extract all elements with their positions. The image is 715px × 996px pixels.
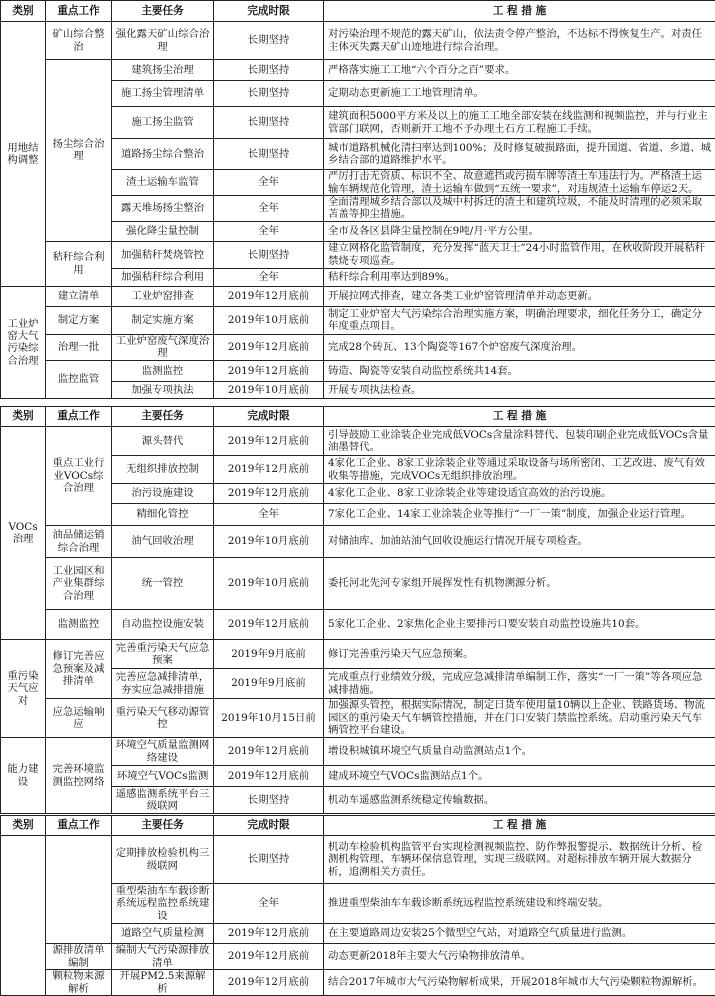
deadline-cell: 全年 bbox=[214, 196, 324, 222]
measure-cell: 建筑面积5000平方米及以上的施工工地全部安装在线监测和视频监控，并与行业主管部门联网，否则新开工地不予办理土石方工程施工手续。 bbox=[324, 107, 715, 139]
header-category: 类别 bbox=[1, 407, 46, 427]
key-work-cell: 修订完善应急预案及减排清单 bbox=[46, 640, 112, 699]
measure-cell: 开展专项执法检查。 bbox=[324, 381, 715, 398]
table-row bbox=[1, 970, 715, 996]
header-category: 类别 bbox=[1, 816, 46, 836]
measures-table-2 bbox=[0, 406, 715, 814]
header-deadline: 完成时限 bbox=[214, 407, 324, 427]
key-work-cell: 颗粒物来源解析 bbox=[46, 970, 112, 996]
table-header bbox=[1, 407, 715, 427]
measure-cell: 7家化工企业、14家工业涂装企业等推行“一厂一策”制度，加强企业运行管理。 bbox=[324, 504, 715, 526]
task-cell: 道路扬尘综合整治 bbox=[112, 139, 214, 170]
deadline-cell: 2019年12月底前 bbox=[214, 924, 324, 944]
table-row bbox=[1, 241, 715, 268]
task-cell: 施工扬尘管理清单 bbox=[112, 81, 214, 107]
deadline-cell: 长期坚持 bbox=[214, 60, 324, 81]
category-cell: 重污染天气应对 bbox=[1, 640, 46, 738]
deadline-cell: 长期坚持 bbox=[214, 241, 324, 268]
deadline-cell: 2019年10月底前 bbox=[214, 526, 324, 558]
task-cell: 完善应急减排清单，夯实应急减排措施 bbox=[112, 669, 214, 699]
task-cell: 渣土运输车监管 bbox=[112, 170, 214, 196]
category-cell: 能力建设 bbox=[1, 738, 46, 814]
deadline-cell: 2019年9月底前 bbox=[214, 669, 324, 699]
task-cell: 编制大气污染源排放清单 bbox=[112, 944, 214, 970]
header-key-work: 重点工作 bbox=[46, 1, 112, 22]
table-row bbox=[1, 836, 715, 884]
table-row bbox=[1, 699, 715, 738]
header-category: 类别 bbox=[1, 1, 46, 22]
measure-cell: 城市道路机械化清扫率达到100%；及时修复破损路面，提升国道、省道、乡道、城乡结合部的道路维护水平。 bbox=[324, 139, 715, 170]
deadline-cell: 2019年12月底前 bbox=[214, 334, 324, 360]
key-work-cell: 矿山综合整治 bbox=[46, 22, 112, 60]
deadline-cell: 全年 bbox=[214, 221, 324, 241]
task-cell: 工业炉窑排查 bbox=[112, 286, 214, 306]
table-row bbox=[1, 944, 715, 970]
measure-cell: 建立网格化监管制度，充分发挥“蓝天卫士”24小时监管作用，在秋收阶段开展秸秆禁烧专项巡查。 bbox=[324, 241, 715, 268]
deadline-cell: 长期坚持 bbox=[214, 107, 324, 139]
measure-cell: 增设积城镇环境空气质量自动监测站点1个。 bbox=[324, 738, 715, 766]
measure-cell: 修订完善重污染天气应急预案。 bbox=[324, 640, 715, 669]
deadline-cell: 2019年12月底前 bbox=[214, 484, 324, 504]
task-cell: 加强秸秆焚烧管控 bbox=[112, 241, 214, 268]
task-cell: 源头替代 bbox=[112, 427, 214, 456]
deadline-cell: 2019年12月底前 bbox=[214, 970, 324, 996]
task-cell: 环境空气VOCs监测 bbox=[112, 766, 214, 787]
measure-cell: 严厉打击无资质、标识不全、故意遮挡或污损车牌等渣土车违法行为。严格渣土运输车辆规范化管理，渣土运输车做到“五统一要求”，对违规渣土运输车停运2天。 bbox=[324, 170, 715, 196]
key-work-cell: 制定方案 bbox=[46, 306, 112, 334]
header-deadline: 完成时限 bbox=[214, 816, 324, 836]
measure-cell: 引导鼓励工业涂装企业完成低VOCs含量涂料替代、包装印刷企业完成低VOCs含量油墨替代。 bbox=[324, 427, 715, 456]
measure-cell: 全面清理城乡结合部以及城中村拆迁的渣土和建筑垃圾，不能及时清理的必须采取苫盖等抑尘措施。 bbox=[324, 196, 715, 222]
task-cell: 建筑扬尘治理 bbox=[112, 60, 214, 81]
measure-cell: 铸造、陶瓷等安装自动监控系统共14套。 bbox=[324, 360, 715, 381]
task-cell: 精细化管控 bbox=[112, 504, 214, 526]
measure-cell: 全市及各区县降尘量控制在9吨/月·平方公里。 bbox=[324, 221, 715, 241]
task-cell: 加强秸秆综合利用 bbox=[112, 268, 214, 286]
header-key-work: 重点工作 bbox=[46, 407, 112, 427]
measure-cell: 制定工业炉窑大气污染综合治理实施方案，明确治理要求，细化任务分工，确定分年度重点项目。 bbox=[324, 306, 715, 334]
category-cell: 工业炉窑大气污染综合治理 bbox=[1, 286, 46, 398]
category-cell bbox=[1, 836, 46, 996]
measure-cell: 完成重点行业绩效分级，完成应急减排清单编制工作，落实“一厂一策”等各项应急减排措施。 bbox=[324, 669, 715, 699]
measures-table-3 bbox=[0, 815, 715, 996]
category-cell: VOCs治理 bbox=[1, 427, 46, 640]
measure-cell: 在主要道路周边安装25个微型空气站，对道路空气质量进行监测。 bbox=[324, 924, 715, 944]
measure-cell: 5家化工企业、2家焦化企业主要排污口要安装自动监控设施共10套。 bbox=[324, 610, 715, 640]
deadline-cell: 全年 bbox=[214, 504, 324, 526]
key-work-cell bbox=[46, 836, 112, 944]
deadline-cell: 全年 bbox=[214, 268, 324, 286]
measure-cell: 建成环境空气VOCs监测站点1个。 bbox=[324, 766, 715, 787]
deadline-cell: 2019年12月底前 bbox=[214, 738, 324, 766]
deadline-cell: 长期坚持 bbox=[214, 22, 324, 60]
header-measures: 工 程 措 施 bbox=[324, 407, 715, 427]
measure-cell: 机动车检验机构监管平台实现检测视频监控、防作弊报警提示、数据统计分析、检测机构管理、车辆环保信息管理，实现三级联网。对超标排放车辆开展大数据分析，追溯相关方责任。 bbox=[324, 836, 715, 884]
key-work-cell: 重点工业行业VOCs综合治理 bbox=[46, 427, 112, 526]
key-work-cell: 治理一批 bbox=[46, 334, 112, 360]
table-row bbox=[1, 306, 715, 334]
deadline-cell: 2019年10月15日前 bbox=[214, 699, 324, 738]
task-cell: 强化露天矿山综合治理 bbox=[112, 22, 214, 60]
measures-table-1 bbox=[0, 0, 715, 399]
measure-cell: 委托河北先河专家组开展挥发性有机物溯源分析。 bbox=[324, 558, 715, 610]
task-cell: 工业炉窑废气深度治理 bbox=[112, 334, 214, 360]
table-row bbox=[1, 22, 715, 60]
measure-cell: 动态更新2018年主要大气污染物排放清单。 bbox=[324, 944, 715, 970]
table-row bbox=[1, 360, 715, 381]
deadline-cell: 2019年12月底前 bbox=[214, 610, 324, 640]
measure-cell: 加强源头管控，根据实际情况，制定日货车使用量10辆以上企业、铁路货场、物流园区的重污染天气车辆管控措施，并在门口安装门禁监控系统。启动重污染天气车辆管控平台建设。 bbox=[324, 699, 715, 738]
table-row bbox=[1, 558, 715, 610]
task-cell: 自动监控设施安装 bbox=[112, 610, 214, 640]
table-header bbox=[1, 816, 715, 836]
table-row bbox=[1, 60, 715, 81]
deadline-cell: 长期坚持 bbox=[214, 81, 324, 107]
task-cell: 开展PM2.5来源解析 bbox=[112, 970, 214, 996]
table-header bbox=[1, 1, 715, 22]
deadline-cell: 2019年10月底前 bbox=[214, 306, 324, 334]
deadline-cell: 2019年12月底前 bbox=[214, 456, 324, 484]
header-main-task: 主要任务 bbox=[112, 816, 214, 836]
header-main-task: 主要任务 bbox=[112, 1, 214, 22]
task-cell: 露天堆场扬尘整治 bbox=[112, 196, 214, 222]
key-work-cell: 工业园区和产业集群综合治理 bbox=[46, 558, 112, 610]
key-work-cell: 秸秆综合利用 bbox=[46, 241, 112, 286]
measure-cell: 结合2017年城市大气污染物解析成果，开展2018年城市大气污染颗粒物源解析。 bbox=[324, 970, 715, 996]
section-1 bbox=[0, 0, 715, 399]
task-cell: 强化降尘量控制 bbox=[112, 221, 214, 241]
section-3 bbox=[0, 815, 715, 996]
measure-cell: 机动车遥感监测系统稳定传输数据。 bbox=[324, 787, 715, 814]
measure-cell: 严格落实施工工地“六个百分之百”要求。 bbox=[324, 60, 715, 81]
table-row bbox=[1, 610, 715, 640]
task-cell: 定期排放检验机构三级联网 bbox=[112, 836, 214, 884]
deadline-cell: 2019年12月底前 bbox=[214, 766, 324, 787]
table-row bbox=[1, 526, 715, 558]
deadline-cell: 2019年12月底前 bbox=[214, 944, 324, 970]
task-cell: 重污染天气移动源管控 bbox=[112, 699, 214, 738]
measure-cell: 秸秆综合利用率达到89%。 bbox=[324, 268, 715, 286]
table-row bbox=[1, 334, 715, 360]
task-cell: 统一管控 bbox=[112, 558, 214, 610]
task-cell: 油气回收治理 bbox=[112, 526, 214, 558]
task-cell: 完善重污染天气应急预案 bbox=[112, 640, 214, 669]
deadline-cell: 长期坚持 bbox=[214, 139, 324, 170]
deadline-cell: 2019年12月底前 bbox=[214, 427, 324, 456]
category-cell: 用地结构调整 bbox=[1, 22, 46, 287]
measure-cell: 对污染治理不规范的露天矿山，依法责令停产整治，不达标不得恢复生产。对责任主体灭失露天矿山迹地进行综合治理。 bbox=[324, 22, 715, 60]
task-cell: 环境空气质量监测网络建设 bbox=[112, 738, 214, 766]
measure-cell: 开展拉网式排查，建立各类工业炉窑管理清单并动态更新。 bbox=[324, 286, 715, 306]
table-row bbox=[1, 427, 715, 456]
table-row bbox=[1, 738, 715, 766]
deadline-cell: 2019年10月底前 bbox=[214, 558, 324, 610]
section-2 bbox=[0, 406, 715, 814]
deadline-cell: 全年 bbox=[214, 884, 324, 924]
key-work-cell: 建立清单 bbox=[46, 286, 112, 306]
deadline-cell: 长期坚持 bbox=[214, 836, 324, 884]
measure-cell: 4家化工企业、8家工业涂装企业等建设适宜高效的治污设施。 bbox=[324, 484, 715, 504]
table-row bbox=[1, 640, 715, 669]
header-measures: 工 程 措 施 bbox=[324, 816, 715, 836]
task-cell: 制定实施方案 bbox=[112, 306, 214, 334]
header-deadline: 完成时限 bbox=[214, 1, 324, 22]
key-work-cell: 监测监控 bbox=[46, 610, 112, 640]
deadline-cell: 长期坚持 bbox=[214, 787, 324, 814]
task-cell: 加强专项执法 bbox=[112, 381, 214, 398]
deadline-cell: 2019年9月底前 bbox=[214, 640, 324, 669]
measure-cell: 推进重型柴油车车载诊断系统远程监控系统建设和终端安装。 bbox=[324, 884, 715, 924]
key-work-cell: 完善环境监测监控网络 bbox=[46, 738, 112, 814]
task-cell: 施工扬尘监管 bbox=[112, 107, 214, 139]
task-cell: 治污设施建设 bbox=[112, 484, 214, 504]
table-row bbox=[1, 286, 715, 306]
task-cell: 监测监控 bbox=[112, 360, 214, 381]
task-cell: 道路空气质量检测 bbox=[112, 924, 214, 944]
key-work-cell: 油品储运销综合治理 bbox=[46, 526, 112, 558]
key-work-cell: 源排放清单编制 bbox=[46, 944, 112, 970]
measure-cell: 定期动态更新施工工地管理清单。 bbox=[324, 81, 715, 107]
header-main-task: 主要任务 bbox=[112, 407, 214, 427]
task-cell: 无组织排放控制 bbox=[112, 456, 214, 484]
task-cell: 遥感监测系统平台三级联网 bbox=[112, 787, 214, 814]
measure-cell: 完成28个砖瓦、13个陶瓷等167个炉窑废气深度治理。 bbox=[324, 334, 715, 360]
deadline-cell: 全年 bbox=[214, 170, 324, 196]
header-key-work: 重点工作 bbox=[46, 816, 112, 836]
key-work-cell: 扬尘综合治理 bbox=[46, 60, 112, 242]
task-cell: 重型柴油车车载诊断系统远程监控系统建设 bbox=[112, 884, 214, 924]
header-measures: 工 程 措 施 bbox=[324, 1, 715, 22]
measure-cell: 4家化工企业、8家工业涂装企业等通过采取设备与场所密闭、工艺改进、废气有效收集等措施，完成VOCs无组织排放治理。 bbox=[324, 456, 715, 484]
deadline-cell: 2019年10月底前 bbox=[214, 381, 324, 398]
key-work-cell: 监控监管 bbox=[46, 360, 112, 398]
deadline-cell: 2019年12月底前 bbox=[214, 286, 324, 306]
deadline-cell: 2019年12月底前 bbox=[214, 360, 324, 381]
measure-cell: 对储油库、加油站油气回收设施运行情况开展专项检查。 bbox=[324, 526, 715, 558]
key-work-cell: 应急运输响应 bbox=[46, 699, 112, 738]
